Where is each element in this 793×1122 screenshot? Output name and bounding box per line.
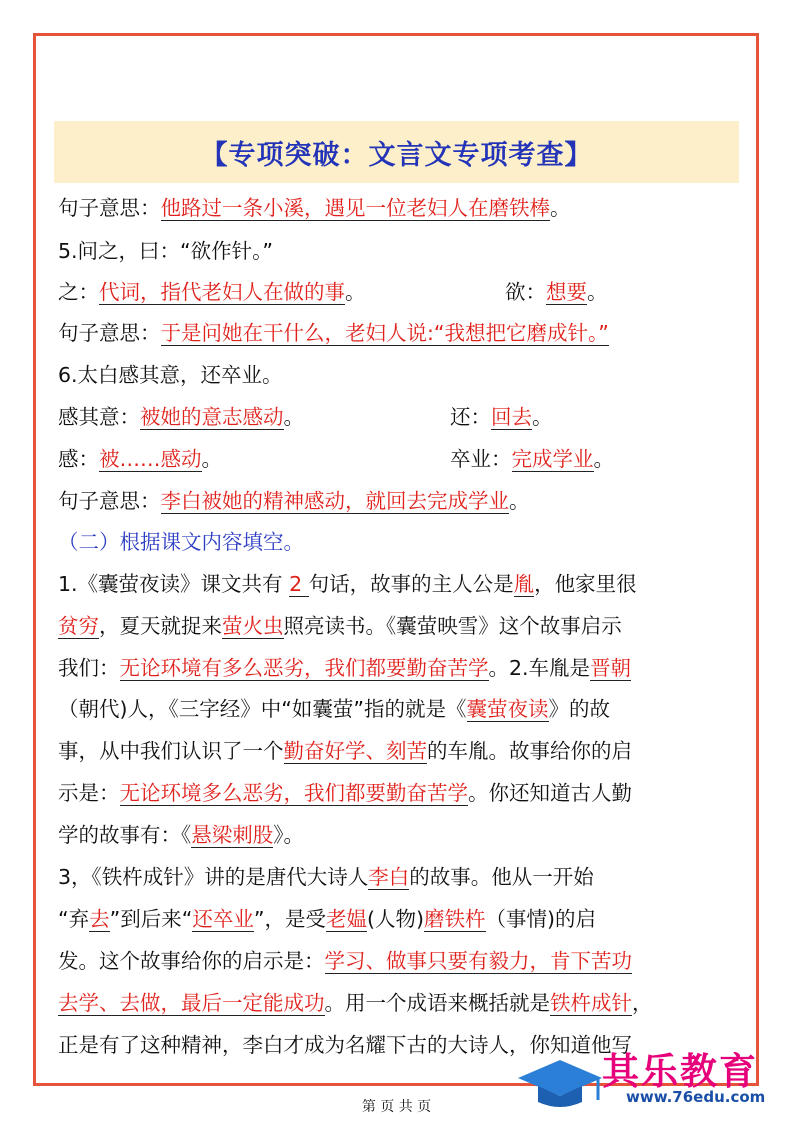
answer: 李白: [368, 865, 410, 889]
text-line: 之：代词，指代老妇人在做的事。: [58, 280, 366, 304]
text-line: 1.《囊萤夜读》课文共有 2 句话，故事的主人公是胤，他家里很: [58, 572, 637, 596]
text-line: 感其意：被她的意志感动。: [58, 405, 304, 429]
answer: 回去: [491, 405, 532, 429]
answer: 老媪: [326, 907, 367, 931]
page-title: 【专项突破：文言文专项考查】: [54, 121, 739, 183]
answer: 囊萤夜读: [466, 697, 549, 721]
answer: 去: [89, 907, 110, 931]
answer: 被……感动: [99, 447, 202, 471]
text-line: 句子意思：李白被她的精神感动，就回去完成学业。: [58, 489, 530, 513]
watermark-url: www.76edu.com: [626, 1088, 766, 1106]
answer: 被她的意志感动: [140, 405, 284, 429]
answer: 萤火虫: [222, 614, 284, 638]
answer: 晋朝: [590, 656, 632, 680]
text-line: 还：回去。: [450, 405, 553, 429]
answer: 想要: [546, 280, 587, 304]
watermark-brand: 其乐教育: [602, 1050, 758, 1093]
answer: 还卒业: [192, 907, 254, 931]
answer: 于是问她在干什么，老妇人说:“我想把它磨成针。”: [160, 321, 609, 345]
answer: 他路过一条小溪，遇见一位老妇人在磨铁棒: [160, 196, 550, 220]
text-line: 句子意思：于是问她在干什么，老妇人说:“我想把它磨成针。”: [58, 321, 609, 345]
text-line: 事，从中我们认识了一个勤奋好学、刻苦的车胤。故事给你的启: [58, 739, 632, 763]
answer: 无论环境有多么恶劣，我们都要勤奋苦学: [119, 656, 489, 680]
text-line: 欲：想要。: [505, 280, 608, 304]
text-line: 感：被……感动。: [58, 447, 222, 471]
text-line: 贫穷，夏天就捉来萤火虫照亮读书。《囊萤映雪》这个故事启示: [58, 614, 622, 638]
text-line: 正是有了这种精神，李白才成为名耀下古的大诗人，你知道他写: [58, 1033, 632, 1057]
text-line: 示是：无论环境多么恶劣，我们都要勤奋苦学。你还知道古人勤: [58, 781, 632, 805]
text-line: 我们：无论环境有多么恶劣，我们都要勤奋苦学。2.车胤是晋朝: [58, 656, 632, 680]
text-line: 发。这个故事给你的启示是：学习、做事只要有毅力，肯下苦功: [58, 949, 632, 973]
text-line: 句子意思：他路过一条小溪，遇见一位老妇人在磨铁棒。: [58, 196, 571, 220]
answer: 贫穷: [58, 614, 99, 638]
answer: 悬梁刺股: [191, 823, 274, 847]
page-footer: 第 页 共 页: [361, 1099, 432, 1115]
answer: 2: [289, 572, 309, 596]
answer: 勤奋好学、刻苦: [283, 739, 427, 763]
text-line: 5.问之，曰：“欲作针。”: [58, 239, 274, 263]
answer: 胤: [513, 572, 535, 596]
text-line: “弃去”到后来“还卒业”，是受老媪(人物)磨铁杵（事情)的启: [58, 907, 596, 931]
answer: 铁杵成针: [550, 991, 632, 1015]
text-line: 卒业：完成学业。: [450, 447, 614, 471]
answer: 完成学业: [511, 447, 594, 471]
text-line: 去学、去做，最后一定能成功。用一个成语来概括就是铁杵成针，: [58, 991, 653, 1015]
text-line: 6.太白感其意，还卒业。: [58, 363, 283, 387]
answer: 学习、做事只要有毅力，肯下苦功: [324, 949, 632, 973]
section-heading: （二）根据课文内容填空。: [58, 530, 304, 554]
answer: 代词，指代老妇人在做的事: [99, 280, 345, 304]
answer: 磨铁杵: [424, 907, 486, 931]
answer: 无论环境多么恶劣，我们都要勤奋苦学: [119, 781, 468, 805]
text-line: 3，《铁杵成针》讲的是唐代大诗人李白的故事。他从一开始: [58, 865, 594, 889]
text-line: （朝代)人，《三字经》中“如囊萤”指的就是《囊萤夜读》的故: [58, 697, 610, 721]
answer: 去学、去做，最后一定能成功: [58, 991, 325, 1015]
answer: 李白被她的精神感动，就回去完成学业: [160, 489, 509, 513]
text-line: 学的故事有：《悬梁刺股》。: [58, 823, 304, 847]
